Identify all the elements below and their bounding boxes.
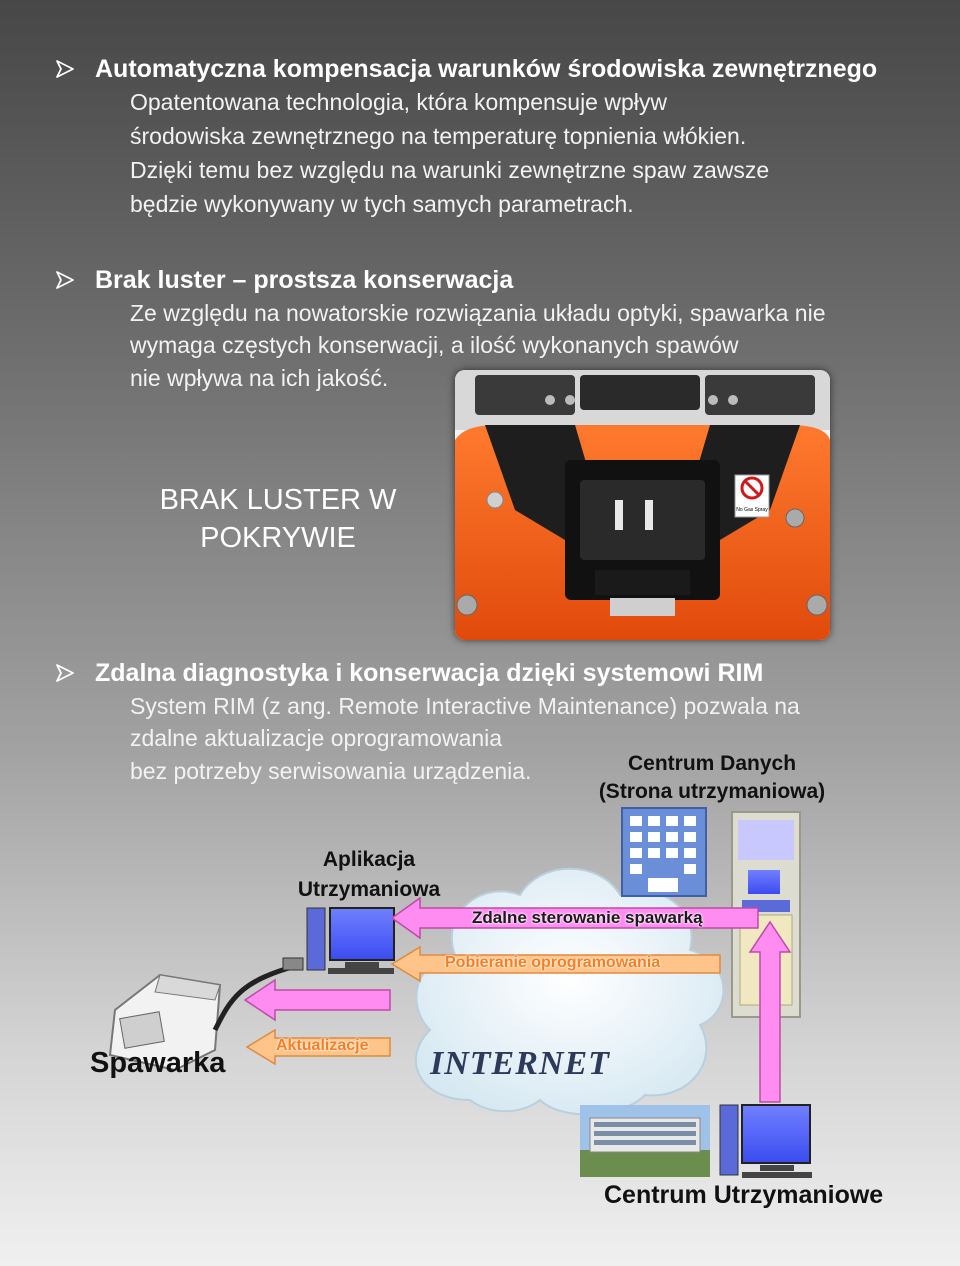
body-line: Dzięki temu bez względu na warunki zewnętrzne spaw zawsze [130, 157, 770, 183]
arrow-bullet-icon [55, 270, 75, 290]
body-line: System RIM (z ang. Remote Interactive Maintenance) pozwala na [130, 693, 800, 719]
body-line: nie wpływa na ich jakość. [130, 365, 389, 391]
app-label-line: Aplikacja [322, 848, 416, 871]
body-line: środowiska zewnętrznego na temperaturę topnienia włókien. [130, 123, 747, 149]
data-center-label [592, 752, 832, 804]
caption-line: BRAK LUSTER W [159, 484, 397, 516]
body-line: zdalne aktualizacje oprogramowania [130, 725, 503, 751]
mirror-caption [128, 481, 428, 557]
arrow-to-welder [245, 980, 390, 1020]
remote-control-label: Zdalne sterowanie spawarką [472, 908, 703, 927]
body-line: Ze względu na nowatorskie rozwiązania układu optyki, spawarka nie [130, 300, 826, 326]
splicer-interior-photo [455, 370, 830, 640]
section-heading: Zdalna diagnostyka i konserwacja dzięki systemowi RIM [95, 659, 764, 687]
splicer-interior-illustration [455, 370, 830, 640]
section-env-compensation [55, 55, 915, 225]
no-gas-spray-sticker: No Gas Spray [736, 507, 768, 513]
body-line: będzie wykonywany w tych samych parametrach. [130, 191, 634, 217]
body-line: bez potrzeby serwisowania urządzenia. [130, 758, 532, 784]
welder-label: Spawarka [90, 1047, 226, 1079]
maintenance-center-label: Centrum Utrzymaniowe [604, 1181, 884, 1209]
maintenance-building-photo [580, 1105, 710, 1177]
updates-label: Aktualizacje [276, 1037, 369, 1054]
section-heading: Brak luster – prostsza konserwacja [95, 266, 514, 294]
data-center-subtitle: (Strona utrzymaniowa) [598, 780, 826, 803]
arrow-bullet-icon [55, 663, 75, 683]
maintenance-computer-icon [307, 908, 394, 974]
app-label-line: Utrzymaniowa [297, 878, 441, 901]
data-center-building-icon [622, 808, 706, 896]
body-line: wymaga częstych konserwacji, a ilość wykonanych spawów [130, 332, 739, 358]
maintenance-center-computer-icon [720, 1105, 812, 1178]
section-heading: Automatyczna kompensacja warunków środowiska zewnętrznego [95, 55, 878, 83]
caption-line: POKRYWIE [200, 522, 356, 554]
download-label: Pobieranie oprogramowania [445, 954, 661, 971]
body-line: Opatentowana technologia, która kompensuje wpływ [130, 89, 667, 115]
data-center-title: Centrum Danych [627, 752, 797, 775]
rim-diagram [0, 800, 960, 1240]
maintenance-app-label [285, 845, 453, 905]
arrow-bullet-icon [55, 59, 75, 79]
internet-label: INTERNET [430, 1045, 610, 1082]
